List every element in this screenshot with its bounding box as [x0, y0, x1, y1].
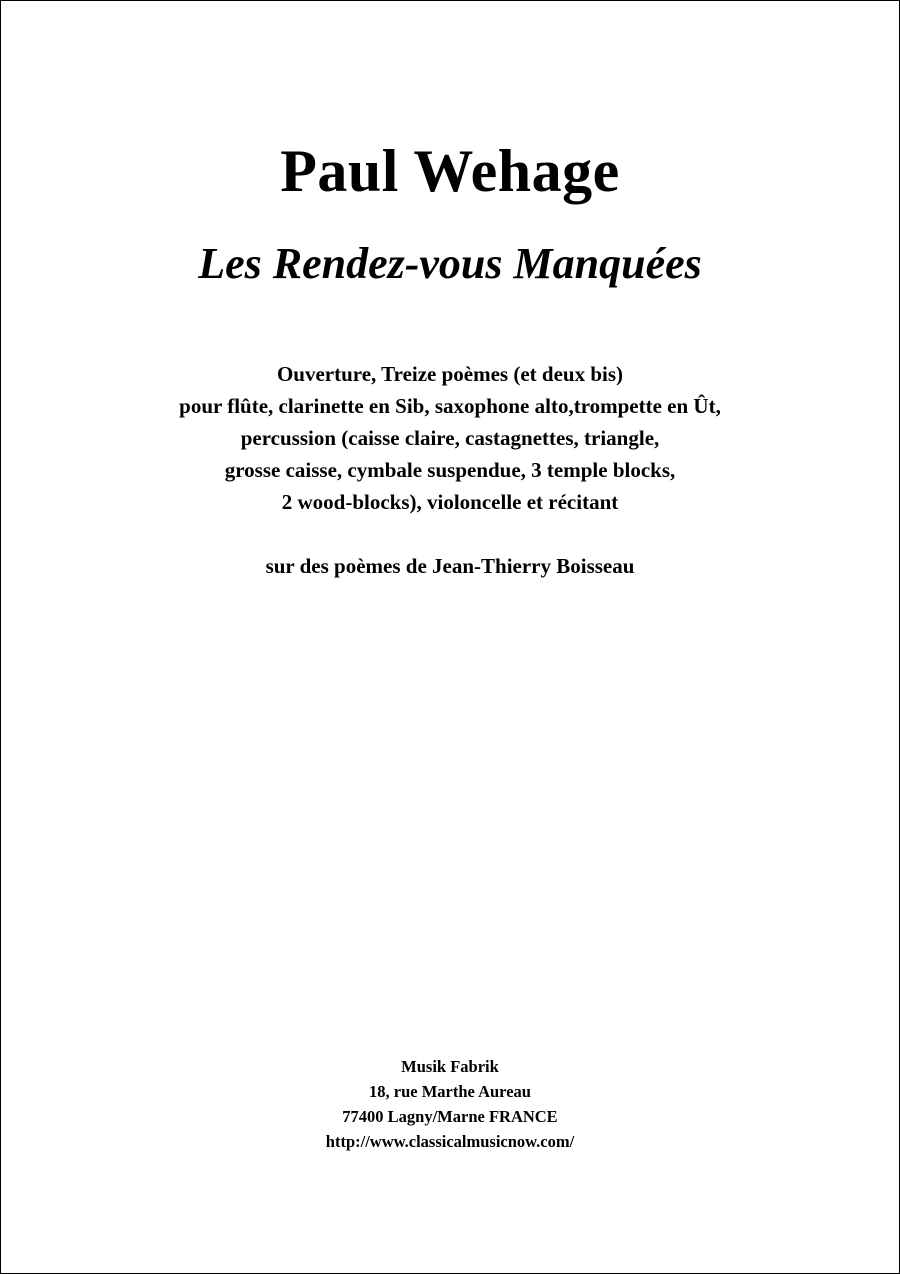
- composer-name: Paul Wehage: [280, 138, 620, 204]
- publisher-city: 77400 Lagny/Marne FRANCE: [342, 1107, 558, 1126]
- poet-credit: sur des poèmes de Jean-Thierry Boisseau: [265, 554, 635, 578]
- instrumentation-block: [1, 358, 899, 518]
- publisher-street: 18, rue Marthe Aureau: [369, 1082, 531, 1101]
- instrumentation-line: Ouverture, Treize poèmes (et deux bis): [276, 362, 624, 386]
- publisher-name: Musik Fabrik: [401, 1057, 499, 1076]
- publisher-url: http://www.classicalmusicnow.com/: [325, 1132, 575, 1151]
- publisher-block: [1, 1054, 899, 1154]
- work-title: Les Rendez-vous Manquées: [198, 239, 702, 288]
- instrumentation-line: grosse caisse, cymbale suspendue, 3 temple blocks,: [224, 458, 676, 482]
- instrumentation-line: percussion (caisse claire, castagnettes, triangle,: [240, 426, 660, 450]
- instrumentation-line: pour flûte, clarinette en Sib, saxophone alto,trompette en Ût,: [179, 394, 721, 418]
- instrumentation-line: 2 wood-blocks), violoncelle et récitant: [281, 490, 619, 514]
